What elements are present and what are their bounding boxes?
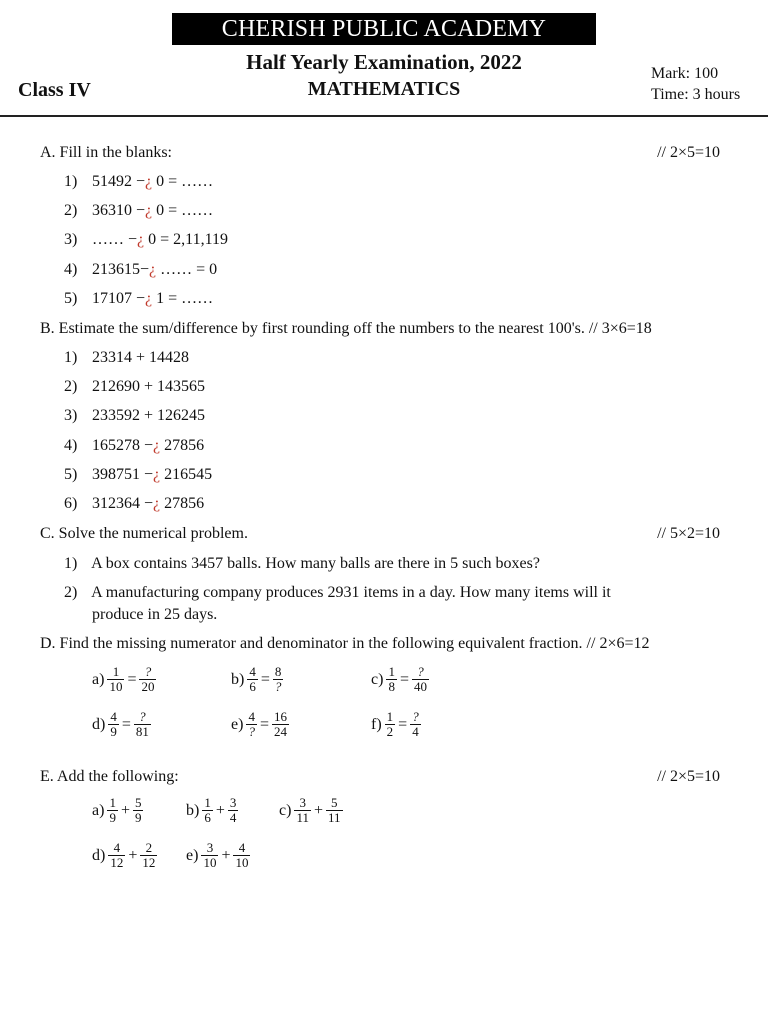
plus-sign: + <box>221 846 231 864</box>
numerator: 4 <box>248 709 255 724</box>
denominator: 9 <box>109 810 116 825</box>
addition-question <box>92 796 144 825</box>
item-number: 6) <box>64 495 78 512</box>
item-text: …… = 0 <box>156 261 218 278</box>
marks-time-block <box>651 63 740 105</box>
fraction <box>228 796 239 825</box>
question-label: b) <box>186 801 200 819</box>
item-text: 23314 + 14428 <box>92 349 190 366</box>
item-text-continued: produce in 25 days. <box>92 606 218 623</box>
denominator: ? <box>248 724 255 739</box>
unknown-char: ¿ <box>153 437 161 454</box>
numerator: 1 <box>109 795 116 810</box>
fraction-question <box>371 665 430 694</box>
item-text: 312364 − <box>92 495 154 512</box>
denominator: 2 <box>386 724 394 739</box>
section-c-marks: // 5×2=10 <box>657 525 720 542</box>
section-e-marks: // 2×5=10 <box>657 768 720 785</box>
section-a-marks: // 2×5=10 <box>657 144 720 161</box>
section-a-item <box>64 289 213 309</box>
item-number: 2) <box>64 202 78 219</box>
equals-sign: = <box>260 670 270 688</box>
section-b-item <box>64 465 212 485</box>
equals-sign: = <box>259 715 269 733</box>
section-c-item <box>64 583 611 603</box>
item-text: 0 = 2,11,119 <box>144 231 228 248</box>
fraction <box>108 710 119 739</box>
fraction <box>410 710 421 739</box>
section-a-item <box>64 201 213 221</box>
fraction <box>246 710 257 739</box>
fraction <box>140 841 157 870</box>
fraction <box>412 665 429 694</box>
subject-title: MATHEMATICS <box>307 78 461 100</box>
denominator: 10 <box>235 855 249 870</box>
fraction <box>294 796 311 825</box>
numerator: ? <box>417 664 424 679</box>
fraction <box>385 710 396 739</box>
equals-sign: = <box>127 670 137 688</box>
total-marks: Mark: 100 <box>651 65 719 82</box>
denominator: 10 <box>203 855 217 870</box>
item-text: 233592 + 126245 <box>92 407 206 424</box>
denominator: 12 <box>110 855 124 870</box>
numerator: 1 <box>112 664 120 679</box>
item-text: A box contains 3457 balls. How many balls are there in 5 such boxes? <box>91 555 540 572</box>
question-label: d) <box>92 715 106 733</box>
section-e-title: E. Add the following: <box>40 768 179 785</box>
item-number: 1) <box>64 555 78 572</box>
fraction-question <box>92 710 152 739</box>
section-b-item <box>64 377 205 397</box>
fraction <box>272 710 289 739</box>
item-text: A manufacturing company produces 2931 items in a day. How many items will it <box>91 584 611 601</box>
section-b-item <box>64 406 205 426</box>
plus-sign: + <box>120 801 130 819</box>
numerator: ? <box>412 709 419 724</box>
section-b-title: B. Estimate the sum/difference by first rounding off the numbers to the nearest 100's. // 3×6=18 <box>40 320 652 337</box>
numerator: 1 <box>388 664 395 679</box>
section-a-item <box>64 260 217 280</box>
exam-title: Half Yearly Examination, 2022 <box>246 50 522 74</box>
item-text: 398751 − <box>92 466 154 483</box>
numerator: 3 <box>299 795 306 810</box>
exam-duration: Time: 3 hours <box>651 86 741 103</box>
item-text: 165278 − <box>92 437 154 454</box>
fraction <box>326 796 343 825</box>
item-number: 5) <box>64 466 78 483</box>
item-text: 27856 <box>160 437 205 454</box>
item-number: 1) <box>64 349 78 366</box>
item-text: 27856 <box>160 495 205 512</box>
item-number: 1) <box>64 173 78 190</box>
denominator: 4 <box>229 810 237 825</box>
item-number: 5) <box>64 290 78 307</box>
fraction <box>107 665 124 694</box>
equals-sign: = <box>398 715 408 733</box>
numerator: 4 <box>113 840 121 855</box>
item-text: 51492 − <box>92 173 146 190</box>
section-a-item <box>64 230 228 250</box>
addition-question <box>92 841 158 870</box>
addition-question <box>186 841 251 870</box>
fraction-question <box>231 710 290 739</box>
denominator: 4 <box>412 724 419 739</box>
header-divider <box>0 115 768 117</box>
addition-question <box>279 796 344 825</box>
item-text: …… − <box>92 231 138 248</box>
plus-sign: + <box>128 846 138 864</box>
fraction <box>108 841 125 870</box>
numerator: 2 <box>145 840 153 855</box>
question-label: c) <box>279 801 292 819</box>
section-a-title: A. Fill in the blanks: <box>40 144 172 161</box>
denominator: 24 <box>273 724 287 739</box>
question-label: f) <box>371 715 382 733</box>
item-text: 0 = …… <box>152 202 214 219</box>
plus-sign: + <box>313 801 323 819</box>
denominator: 8 <box>388 679 395 694</box>
fraction <box>202 796 213 825</box>
section-b-item <box>64 348 189 368</box>
question-label: c) <box>371 670 384 688</box>
numerator: 1 <box>204 795 211 810</box>
item-text: 213615− <box>92 261 150 278</box>
denominator: 12 <box>142 855 156 870</box>
numerator: 8 <box>274 664 282 679</box>
item-text: 17107 − <box>92 290 146 307</box>
numerator: ? <box>139 709 146 724</box>
fraction <box>273 665 284 694</box>
section-b-item <box>64 494 204 514</box>
question-label: a) <box>92 801 105 819</box>
numerator: 3 <box>206 840 214 855</box>
numerator: 5 <box>331 795 338 810</box>
question-label: e) <box>231 715 244 733</box>
denominator: 6 <box>249 679 256 694</box>
unknown-char: ¿ <box>145 173 153 190</box>
fraction <box>134 710 151 739</box>
unknown-char: ¿ <box>145 290 153 307</box>
unknown-char: ¿ <box>137 231 145 248</box>
equals-sign: = <box>399 670 409 688</box>
denominator: 11 <box>328 810 341 825</box>
equals-sign: = <box>121 715 131 733</box>
item-number: 3) <box>64 407 78 424</box>
fraction <box>133 796 144 825</box>
numerator: ? <box>144 664 152 679</box>
section-c-item <box>64 554 540 574</box>
numerator: 16 <box>273 709 287 724</box>
fraction-question <box>371 710 422 739</box>
denominator: 9 <box>134 810 142 825</box>
denominator: 6 <box>204 810 211 825</box>
fraction <box>201 841 218 870</box>
section-c-title: C. Solve the numerical problem. <box>40 525 248 542</box>
numerator: 4 <box>249 664 256 679</box>
unknown-char: ¿ <box>153 466 161 483</box>
numerator: 3 <box>229 795 237 810</box>
item-text: 0 = …… <box>152 173 214 190</box>
item-text: 216545 <box>160 466 213 483</box>
section-b-item <box>64 436 204 456</box>
section-d-title: D. Find the missing numerator and denominator in the following equivalent fraction. // 2×6=12 <box>40 635 650 652</box>
fraction-question <box>231 665 284 694</box>
fraction-question <box>92 665 157 694</box>
item-number: 4) <box>64 437 78 454</box>
unknown-char: ¿ <box>153 495 161 512</box>
school-name: CHERISH PUBLIC ACADEMY <box>172 13 596 45</box>
addition-question <box>186 796 239 825</box>
numerator: 4 <box>238 840 246 855</box>
numerator: 5 <box>134 795 142 810</box>
class-label: Class IV <box>18 79 91 101</box>
fraction <box>247 665 258 694</box>
fraction <box>107 796 118 825</box>
item-number: 3) <box>64 231 78 248</box>
question-label: e) <box>186 846 199 864</box>
denominator: 11 <box>296 810 309 825</box>
denominator: ? <box>274 679 282 694</box>
denominator: 20 <box>141 679 155 694</box>
item-text: 36310 − <box>92 202 146 219</box>
numerator: 1 <box>386 709 394 724</box>
item-number: 2) <box>64 378 78 395</box>
numerator: 4 <box>110 709 117 724</box>
question-label: d) <box>92 846 106 864</box>
unknown-char: ¿ <box>145 202 153 219</box>
fraction <box>386 665 397 694</box>
section-a-item <box>64 172 213 192</box>
item-number: 2) <box>64 584 78 601</box>
denominator: 81 <box>135 724 149 739</box>
denominator: 10 <box>109 679 123 694</box>
fraction <box>233 841 250 870</box>
plus-sign: + <box>215 801 225 819</box>
item-number: 4) <box>64 261 78 278</box>
question-label: b) <box>231 670 245 688</box>
fraction <box>139 665 156 694</box>
item-text: 1 = …… <box>152 290 214 307</box>
unknown-char: ¿ <box>149 261 157 278</box>
item-text: 212690 + 143565 <box>92 378 206 395</box>
denominator: 40 <box>413 679 427 694</box>
denominator: 9 <box>110 724 117 739</box>
question-label: a) <box>92 670 105 688</box>
